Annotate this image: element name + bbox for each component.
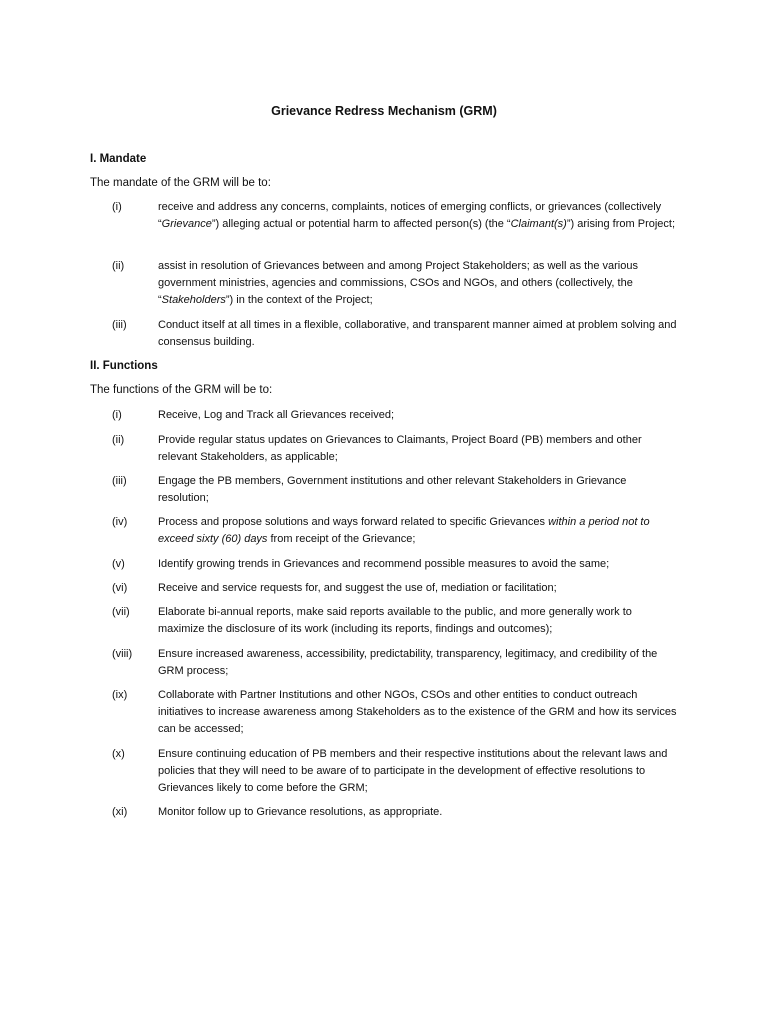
functions-item-number: (iii) xyxy=(112,475,127,487)
document-title: Grievance Redress Mechanism (GRM) xyxy=(271,104,497,118)
functions-item-number: (vi) xyxy=(112,582,128,594)
functions-item-text: Identify growing trends in Grievances and recommend possible measures to avoid the same; xyxy=(158,558,610,570)
functions-item-number: (i) xyxy=(112,409,122,421)
functions-item-number: (xi) xyxy=(112,806,128,818)
mandate-heading: I. Mandate xyxy=(90,153,147,165)
mandate-item-text: Conduct itself at all times in a flexible, collaborative, and transparent manner aimed at problem solving and consensus building. xyxy=(158,319,677,348)
functions-intro: The functions of the GRM will be to: xyxy=(90,384,273,396)
functions-item-text: Elaborate bi-annual reports, make said reports available to the public, and more generally work to maximize the disclosure of its work (including its reports, findings and outcomes); xyxy=(158,606,632,635)
functions-item-text: Receive and service requests for, and suggest the use of, mediation or facilitation; xyxy=(158,582,557,594)
functions-item-text: Provide regular status updates on Grievances to Claimants, Project Board (PB) members and other relevant Stakeholders, as applicable; xyxy=(158,434,642,463)
functions-item-number: (iv) xyxy=(112,516,128,528)
mandate-item-text: receive and address any concerns, complaints, notices of emerging conflicts, or grievances (collectively “Grievance”) alleging actual or potential harm to affected person(s) (the “Claimant(s)”) arising from Project; xyxy=(158,201,676,230)
functions-item-text: Ensure increased awareness, accessibility, predictability, transparency, legitimacy, and credibility of the GRM process; xyxy=(158,648,658,677)
functions-item-number: (ii) xyxy=(112,434,125,446)
functions-item-text: Monitor follow up to Grievance resolutions, as appropriate. xyxy=(158,806,443,818)
functions-item-number: (x) xyxy=(112,748,125,760)
functions-item-text: Process and propose solutions and ways forward related to specific Grievances within a period not to exceed sixty (60) days from receipt of the Grievance; xyxy=(158,516,650,545)
functions-item-number: (ix) xyxy=(112,689,128,701)
mandate-item-number: (ii) xyxy=(112,260,125,272)
functions-item-text: Engage the PB members, Government institutions and other relevant Stakeholders in Grievance resolution; xyxy=(158,475,627,504)
functions-item-number: (viii) xyxy=(112,648,133,660)
mandate-item-text: assist in resolution of Grievances between and among Project Stakeholders; as well as the various government ministries, agencies and commissions, CSOs and NGOs, and others (collectively, the “Stakeholders”) in the context of the Project; xyxy=(158,260,638,306)
functions-item-text: Collaborate with Partner Institutions and other NGOs, CSOs and other entities to conduct outreach initiatives to increase awareness among Stakeholders as to the existence of the GRM and how its services can be accessed; xyxy=(158,689,677,735)
mandate-intro: The mandate of the GRM will be to: xyxy=(90,177,271,189)
functions-item-text: Ensure continuing education of PB members and their respective institutions about the relevant laws and policies that they will need to be aware of to participate in the development of effective resolutions to Grievances likely to come before the GRM; xyxy=(158,748,668,794)
functions-item-number: (vii) xyxy=(112,606,130,618)
functions-heading: II. Functions xyxy=(90,360,158,372)
mandate-item-number: (iii) xyxy=(112,319,127,331)
mandate-item-number: (i) xyxy=(112,201,122,213)
functions-item-text: Receive, Log and Track all Grievances received; xyxy=(158,409,395,421)
functions-item-number: (v) xyxy=(112,558,125,570)
